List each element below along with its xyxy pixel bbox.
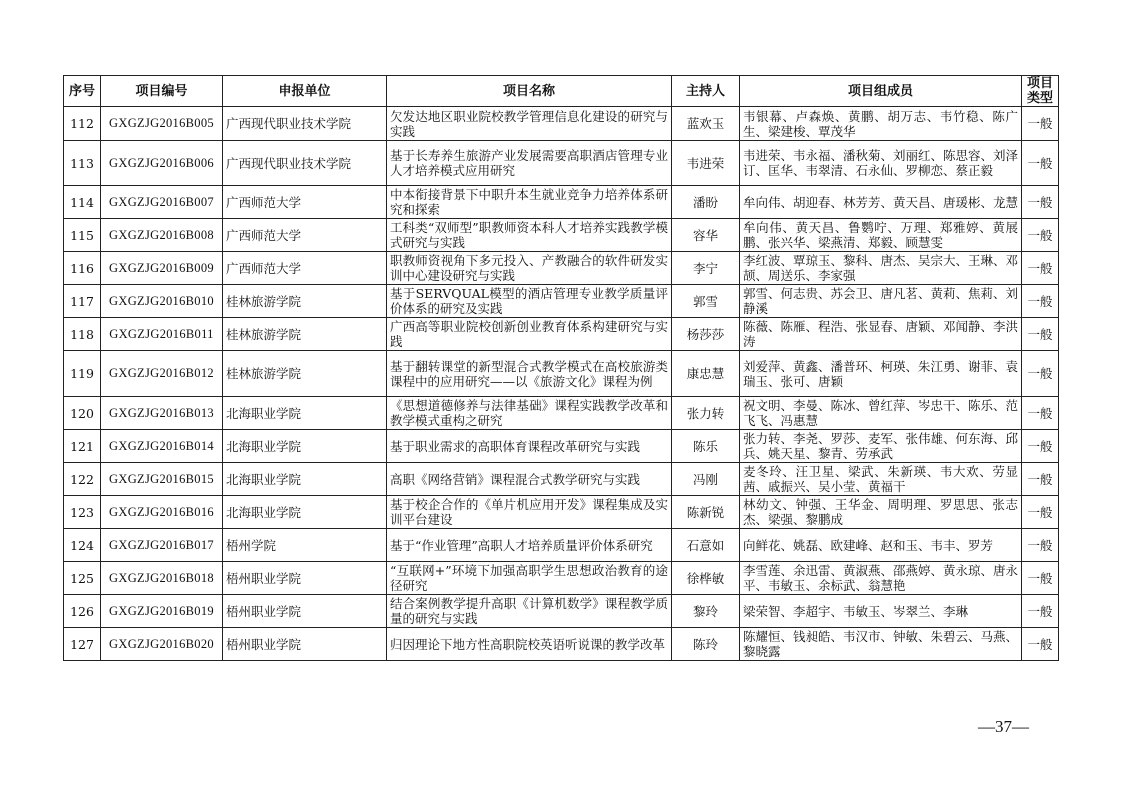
- cell-host: 陈新锐: [672, 496, 740, 529]
- cell-seq: 116: [64, 252, 101, 285]
- cell-code: GXGZJG2016B011: [101, 318, 223, 351]
- cell-code: GXGZJG2016B015: [101, 463, 223, 496]
- cell-seq: 122: [64, 463, 101, 496]
- cell-type: 一般: [1022, 285, 1059, 318]
- cell-host: 张力转: [672, 397, 740, 430]
- cell-code: GXGZJG2016B014: [101, 430, 223, 463]
- cell-unit: 梧州职业学院: [223, 628, 387, 661]
- cell-unit: 梧州职业学院: [223, 562, 387, 595]
- cell-name: 基于SERVQUAL模型的酒店管理专业教学质量评价体系的研究及实践: [387, 285, 672, 318]
- cell-name: 基于长寿养生旅游产业发展需要高职酒店管理专业人才培养模式应用研究: [387, 141, 672, 186]
- table-row: [64, 562, 1059, 595]
- cell-members: 张力转、李尧、罗莎、麦军、张伟雄、何东海、邱兵、姚天星、黎青、劳承武: [740, 430, 1022, 463]
- cell-code: GXGZJG2016B007: [101, 186, 223, 219]
- cell-seq: 121: [64, 430, 101, 463]
- cell-type: 一般: [1022, 430, 1059, 463]
- cell-unit: 梧州学院: [223, 529, 387, 562]
- table-row: [64, 351, 1059, 397]
- cell-unit: 桂林旅游学院: [223, 351, 387, 397]
- table-row: [64, 463, 1059, 496]
- header-members: 项目组成员: [740, 76, 1022, 107]
- cell-host: 康忠慧: [672, 351, 740, 397]
- table-row: [64, 496, 1059, 529]
- cell-name: 职教师资视角下多元投入、产教融合的软件研发实训中心建设研究与实践: [387, 252, 672, 285]
- cell-unit: 桂林旅游学院: [223, 285, 387, 318]
- header-name: 项目名称: [387, 76, 672, 107]
- cell-members: 刘爱萍、黄鑫、潘普环、柯瑛、朱江勇、谢菲、袁瑞玉、张可、唐颖: [740, 351, 1022, 397]
- cell-seq: 115: [64, 219, 101, 252]
- cell-code: GXGZJG2016B019: [101, 595, 223, 628]
- cell-code: GXGZJG2016B009: [101, 252, 223, 285]
- cell-seq: 117: [64, 285, 101, 318]
- cell-members: 牟向伟、胡迎春、林芳芳、黄天昌、唐瑗彬、龙慧: [740, 186, 1022, 219]
- cell-members: 向鲜花、姚磊、欧建峰、赵和玉、韦丰、罗芳: [740, 529, 1022, 562]
- cell-members: 牟向伟、黄天昌、鲁鹦咛、万理、郑雅婷、黄展鹏、张兴华、梁燕清、郑毅、顾慧雯: [740, 219, 1022, 252]
- cell-seq: 119: [64, 351, 101, 397]
- cell-host: 韦进荣: [672, 141, 740, 186]
- cell-members: 陈薇、陈雁、程浩、张显春、唐颖、邓闻静、李洪涛: [740, 318, 1022, 351]
- table-header-row: [64, 76, 1059, 107]
- cell-host: 蓝欢玉: [672, 107, 740, 141]
- cell-code: GXGZJG2016B012: [101, 351, 223, 397]
- cell-unit: 广西现代职业技术学院: [223, 107, 387, 141]
- cell-code: GXGZJG2016B010: [101, 285, 223, 318]
- table-row: [64, 285, 1059, 318]
- project-table: [63, 75, 1059, 661]
- cell-code: GXGZJG2016B017: [101, 529, 223, 562]
- cell-name: “互联网+”环境下加强高职学生思想政治教育的途径研究: [387, 562, 672, 595]
- cell-name: 广西高等职业院校创新创业教育体系构建研究与实践: [387, 318, 672, 351]
- header-seq: 序号: [64, 76, 101, 107]
- cell-type: 一般: [1022, 351, 1059, 397]
- cell-members: 李雪莲、余迅雷、黄淑燕、邵燕婷、黄永琼、唐永平、韦敏玉、余标武、翁慧艳: [740, 562, 1022, 595]
- cell-host: 杨莎莎: [672, 318, 740, 351]
- cell-seq: 114: [64, 186, 101, 219]
- cell-members: 麦冬玲、汪卫星、梁武、朱新瑛、韦大欢、劳显茜、戚振兴、吴小莹、黄福干: [740, 463, 1022, 496]
- cell-name: 基于校企合作的《单片机应用开发》课程集成及实训平台建设: [387, 496, 672, 529]
- cell-code: GXGZJG2016B005: [101, 107, 223, 141]
- cell-name: 欠发达地区职业院校教学管理信息化建设的研究与实践: [387, 107, 672, 141]
- cell-host: 陈乐: [672, 430, 740, 463]
- cell-type: 一般: [1022, 219, 1059, 252]
- cell-host: 李宁: [672, 252, 740, 285]
- page-number: —37—: [978, 717, 1029, 736]
- cell-seq: 124: [64, 529, 101, 562]
- table-row: [64, 595, 1059, 628]
- cell-code: GXGZJG2016B020: [101, 628, 223, 661]
- cell-host: 潘盼: [672, 186, 740, 219]
- cell-seq: 113: [64, 141, 101, 186]
- cell-unit: 广西师范大学: [223, 186, 387, 219]
- cell-name: 高职《网络营销》课程混合式教学研究与实践: [387, 463, 672, 496]
- table-row: [64, 397, 1059, 430]
- table-row: [64, 430, 1059, 463]
- cell-name: 基于翻转课堂的新型混合式教学模式在高校旅游类课程中的应用研究——以《旅游文化》课程为例: [387, 351, 672, 397]
- cell-seq: 125: [64, 562, 101, 595]
- cell-type: 一般: [1022, 628, 1059, 661]
- cell-unit: 北海职业学院: [223, 496, 387, 529]
- cell-code: GXGZJG2016B018: [101, 562, 223, 595]
- cell-seq: 112: [64, 107, 101, 141]
- cell-unit: 北海职业学院: [223, 397, 387, 430]
- cell-members: 郭雪、何志贵、苏会卫、唐凡茗、黄莉、焦莉、刘静溪: [740, 285, 1022, 318]
- table-body: [64, 107, 1059, 661]
- cell-code: GXGZJG2016B016: [101, 496, 223, 529]
- table-row: [64, 107, 1059, 141]
- cell-name: 中本衔接背景下中职升本生就业竞争力培养体系研究和探索: [387, 186, 672, 219]
- table-row: [64, 252, 1059, 285]
- cell-members: 祝文明、李曼、陈冰、曾红萍、岑忠干、陈乐、范飞飞、冯惠慧: [740, 397, 1022, 430]
- cell-type: 一般: [1022, 463, 1059, 496]
- cell-members: 梁荣智、李超宇、韦敏玉、岑翠兰、李琳: [740, 595, 1022, 628]
- cell-host: 容华: [672, 219, 740, 252]
- cell-type: 一般: [1022, 562, 1059, 595]
- cell-name: 工科类“双师型”职教师资本科人才培养实践教学模式研究与实践: [387, 219, 672, 252]
- cell-members: 韦银幕、卢森焕、黄鹏、胡万志、韦竹稳、陈广生、梁建梭、覃茂华: [740, 107, 1022, 141]
- cell-code: GXGZJG2016B008: [101, 219, 223, 252]
- cell-name: 《思想道德修养与法律基础》课程实践教学改革和教学模式重构之研究: [387, 397, 672, 430]
- cell-host: 徐桦敏: [672, 562, 740, 595]
- cell-members: 林幼文、钟强、王华金、周明理、罗思思、张志杰、梁强、黎鹏成: [740, 496, 1022, 529]
- header-unit: 申报单位: [223, 76, 387, 107]
- cell-unit: 北海职业学院: [223, 430, 387, 463]
- cell-members: 陈耀恒、钱昶皓、韦汉市、钟敏、朱碧云、马燕、黎晓露: [740, 628, 1022, 661]
- table-row: [64, 318, 1059, 351]
- cell-name: 结合案例教学提升高职《计算机数学》课程教学质量的研究与实践: [387, 595, 672, 628]
- cell-type: 一般: [1022, 529, 1059, 562]
- cell-seq: 120: [64, 397, 101, 430]
- cell-members: 韦进荣、韦永福、潘秋菊、刘丽红、陈思容、刘泽订、匡华、韦翠清、石永仙、罗柳恋、蔡正毅: [740, 141, 1022, 186]
- cell-host: 黎玲: [672, 595, 740, 628]
- cell-unit: 广西现代职业技术学院: [223, 141, 387, 186]
- cell-code: GXGZJG2016B006: [101, 141, 223, 186]
- header-code: 项目编号: [101, 76, 223, 107]
- cell-name: 基于“作业管理”高职人才培养质量评价体系研究: [387, 529, 672, 562]
- cell-type: 一般: [1022, 318, 1059, 351]
- cell-unit: 梧州职业学院: [223, 595, 387, 628]
- cell-seq: 126: [64, 595, 101, 628]
- header-host: 主持人: [672, 76, 740, 107]
- cell-unit: 桂林旅游学院: [223, 318, 387, 351]
- table-row: [64, 529, 1059, 562]
- cell-type: 一般: [1022, 186, 1059, 219]
- cell-type: 一般: [1022, 595, 1059, 628]
- cell-unit: 广西师范大学: [223, 219, 387, 252]
- table-row: [64, 141, 1059, 186]
- cell-code: GXGZJG2016B013: [101, 397, 223, 430]
- cell-type: 一般: [1022, 107, 1059, 141]
- cell-unit: 广西师范大学: [223, 252, 387, 285]
- cell-seq: 123: [64, 496, 101, 529]
- table-row: [64, 219, 1059, 252]
- cell-unit: 北海职业学院: [223, 463, 387, 496]
- cell-type: 一般: [1022, 397, 1059, 430]
- cell-seq: 118: [64, 318, 101, 351]
- cell-host: 郭雪: [672, 285, 740, 318]
- cell-type: 一般: [1022, 496, 1059, 529]
- table-row: [64, 628, 1059, 661]
- cell-type: 一般: [1022, 141, 1059, 186]
- cell-name: 基于职业需求的高职体育课程改革研究与实践: [387, 430, 672, 463]
- cell-type: 一般: [1022, 252, 1059, 285]
- table-row: [64, 186, 1059, 219]
- cell-name: 归因理论下地方性高职院校英语听说课的教学改革: [387, 628, 672, 661]
- header-type: 项目类型: [1022, 76, 1059, 107]
- cell-host: 冯刚: [672, 463, 740, 496]
- cell-host: 石意如: [672, 529, 740, 562]
- cell-members: 李红波、覃琼玉、黎科、唐杰、吴宗大、王琳、邓颉、周送乐、李家强: [740, 252, 1022, 285]
- cell-seq: 127: [64, 628, 101, 661]
- cell-host: 陈玲: [672, 628, 740, 661]
